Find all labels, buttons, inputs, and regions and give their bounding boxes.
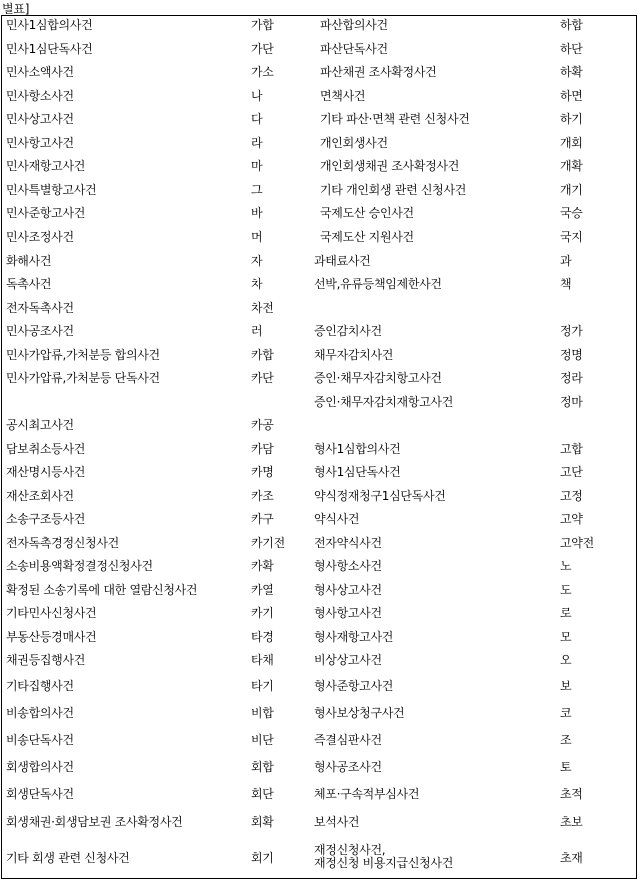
case-code-right: 하단: [560, 42, 583, 56]
case-name-right: 형사상고사건: [314, 583, 382, 597]
case-code-right: 하면: [560, 89, 583, 103]
case-code: 타채: [251, 653, 274, 667]
case-name: 민사가압류,가처분등 단독사건: [6, 371, 160, 385]
case-name-right: 증인·채무자감치항고사건: [314, 371, 442, 385]
case-name-right: 면책사건: [320, 89, 366, 103]
case-code: 자: [251, 254, 263, 268]
case-name: 회생단독사건: [6, 787, 74, 801]
case-name-right: 보석사건: [314, 815, 360, 829]
case-code: 차: [251, 277, 263, 291]
case-code: 카기: [251, 606, 274, 620]
case-name: 민사상고사건: [6, 112, 74, 126]
case-code-right: 초재: [560, 851, 583, 865]
case-code: 카단: [251, 371, 274, 385]
case-name: 소송비용액확정결정신청사건: [6, 559, 153, 573]
case-code-right: 조: [560, 733, 572, 747]
case-code-right: 하기: [560, 112, 583, 126]
case-name-right: 과태료사건: [314, 254, 371, 268]
case-code-right: 코: [560, 706, 572, 720]
case-code-right: 정가: [560, 324, 583, 338]
case-code-right: 오: [560, 653, 572, 667]
case-name: 소송구조등사건: [6, 512, 86, 526]
case-code: 회기: [251, 851, 274, 865]
case-code-right: 고정: [560, 489, 583, 503]
case-name: 민사1심단독사건: [6, 42, 93, 56]
case-name-right: 파산합의사건: [320, 18, 388, 32]
case-name: 전자독촉경정신청사건: [6, 536, 119, 550]
case-name-right: 기타 파산·면책 관련 신청사건: [320, 112, 470, 126]
case-code-right: 하합: [560, 18, 583, 32]
case-name-right: 전자약식사건: [314, 536, 382, 550]
case-code: 카열: [251, 583, 274, 597]
case-code-right: 정명: [560, 348, 583, 362]
case-name-right: 즉결심판사건: [314, 733, 382, 747]
case-code-right: 국승: [560, 206, 583, 220]
case-name: 독촉사건: [6, 277, 52, 291]
case-name: 민사소액사건: [6, 65, 74, 79]
case-code: 타경: [251, 630, 274, 644]
case-name-right: 파산채권 조사확정사건: [320, 65, 437, 79]
case-name-right: 약식정재청구1심단독사건: [314, 489, 446, 503]
case-name-right: 형사1심합의사건: [314, 442, 401, 456]
case-code-right: 로: [560, 606, 572, 620]
case-code: 비단: [251, 733, 274, 747]
case-code: 가단: [251, 42, 274, 56]
case-code-right: 개확: [560, 159, 583, 173]
case-code-right: 초적: [560, 787, 583, 801]
case-name: 민사특별항고사건: [6, 183, 97, 197]
case-name: 화해사건: [6, 254, 52, 268]
case-name-right: 기타 개인회생 관련 신청사건: [320, 183, 467, 197]
case-code-right: 노: [560, 559, 572, 573]
case-name: 기타민사신청사건: [6, 606, 97, 620]
case-name: 민사조정사건: [6, 230, 74, 244]
case-name-right: 형사공조사건: [314, 760, 382, 774]
case-code: 가합: [251, 18, 274, 32]
case-name: 재산명시등사건: [6, 465, 86, 479]
case-code-right: 과: [560, 254, 572, 268]
case-name-right: 채무자감치사건: [314, 348, 394, 362]
case-code: 타기: [251, 679, 274, 693]
case-name: 부동산등경매사건: [6, 630, 97, 644]
case-code-right: 책: [560, 277, 572, 291]
case-name: 민사준항고사건: [6, 206, 86, 220]
case-code: 바: [251, 206, 263, 220]
case-code-right: 토: [560, 760, 572, 774]
case-code-right: 정라: [560, 371, 583, 385]
case-code: 카기전: [251, 536, 285, 550]
case-name-right: 선박,유류등책임제한사건: [314, 277, 442, 291]
case-code-right: 고합: [560, 442, 583, 456]
case-name-right: 형사재항고사건: [314, 630, 394, 644]
table-caption: 별표]: [2, 2, 30, 16]
case-name: 비송합의사건: [6, 706, 74, 720]
case-code: 회단: [251, 787, 274, 801]
case-code: 카공: [251, 418, 274, 432]
case-name-right: 개인회생채권 조사확정사건: [320, 159, 460, 173]
case-code: 비합: [251, 706, 274, 720]
case-name-right: 형사1심단독사건: [314, 465, 401, 479]
case-name-right: 형사보상청구사건: [314, 706, 405, 720]
case-code-right: 모: [560, 630, 572, 644]
case-name: 민사항소사건: [6, 89, 74, 103]
case-code: 카합: [251, 348, 274, 362]
case-code-right: 고약: [560, 512, 583, 526]
case-name: 담보취소등사건: [6, 442, 86, 456]
case-code: 카구: [251, 512, 274, 526]
case-code: 마: [251, 159, 263, 173]
case-code: 러: [251, 324, 263, 338]
case-code: 다: [251, 112, 263, 126]
case-code-right: 개기: [560, 183, 583, 197]
case-name: 확정된 소송기록에 대한 열람신청사건: [6, 583, 198, 597]
case-name-right: 국제도산 지원사건: [320, 230, 414, 244]
case-code: 카담: [251, 442, 274, 456]
case-code-right: 하확: [560, 65, 583, 79]
case-name: 민사재항고사건: [6, 159, 86, 173]
case-name: 회생합의사건: [6, 760, 74, 774]
case-code-right: 도: [560, 583, 572, 597]
case-code: 라: [251, 136, 263, 150]
case-name-right: 체포·구속적부심사건: [314, 787, 420, 801]
case-code-right: 고약전: [560, 536, 594, 550]
case-name-right: 국제도산 승인사건: [320, 206, 414, 220]
case-name: 기타 회생 관련 신청사건: [6, 851, 130, 865]
case-name: 공시최고사건: [6, 418, 74, 432]
case-name: 회생채권·회생담보권 조사확정사건: [6, 815, 183, 829]
case-code: 카확: [251, 559, 274, 573]
case-name: 재산조회사건: [6, 489, 74, 503]
case-code-right: 개회: [560, 136, 583, 150]
case-name: 채권등집행사건: [6, 653, 86, 667]
case-code: 그: [251, 183, 263, 197]
case-code-right: 국지: [560, 230, 583, 244]
case-name-right: 형사항소사건: [314, 559, 382, 573]
case-code-right: 보: [560, 679, 572, 693]
case-name-right: 형사항고사건: [314, 606, 382, 620]
case-name-right: 약식사건: [314, 512, 360, 526]
case-code: 회확: [251, 815, 274, 829]
case-name-right-line1: 재정신청사건,: [314, 843, 386, 857]
case-code-right: 초보: [560, 815, 583, 829]
case-code: 머: [251, 230, 263, 244]
case-code: 카명: [251, 465, 274, 479]
case-code-right: 정마: [560, 395, 583, 409]
case-name-right: [314, 844, 453, 870]
case-name: 기타집행사건: [6, 679, 74, 693]
case-name: 전자독촉사건: [6, 301, 74, 315]
case-name-right: 증인·채무자감치재항고사건: [314, 395, 454, 409]
case-name-right: 파산단독사건: [320, 42, 388, 56]
case-name-right: 형사준항고사건: [314, 679, 394, 693]
case-name: 민사1심합의사건: [6, 18, 93, 32]
case-name-right-line2: 재정신청 비용지급신청사건: [314, 856, 454, 870]
case-name: 민사가압류,가처분등 합의사건: [6, 348, 160, 362]
case-code: 나: [251, 89, 263, 103]
case-name: 비송단독사건: [6, 733, 74, 747]
case-name-right: 개인회생사건: [320, 136, 388, 150]
case-code: 카조: [251, 489, 274, 503]
case-code: 차전: [251, 301, 274, 315]
case-code: 회합: [251, 760, 274, 774]
case-name-right: 비상상고사건: [314, 653, 382, 667]
case-name: 민사공조사건: [6, 324, 74, 338]
case-name: 민사항고사건: [6, 136, 74, 150]
case-code: 가소: [251, 65, 274, 79]
case-name-right: 증인감치사건: [314, 324, 382, 338]
case-code-right: 고단: [560, 465, 583, 479]
